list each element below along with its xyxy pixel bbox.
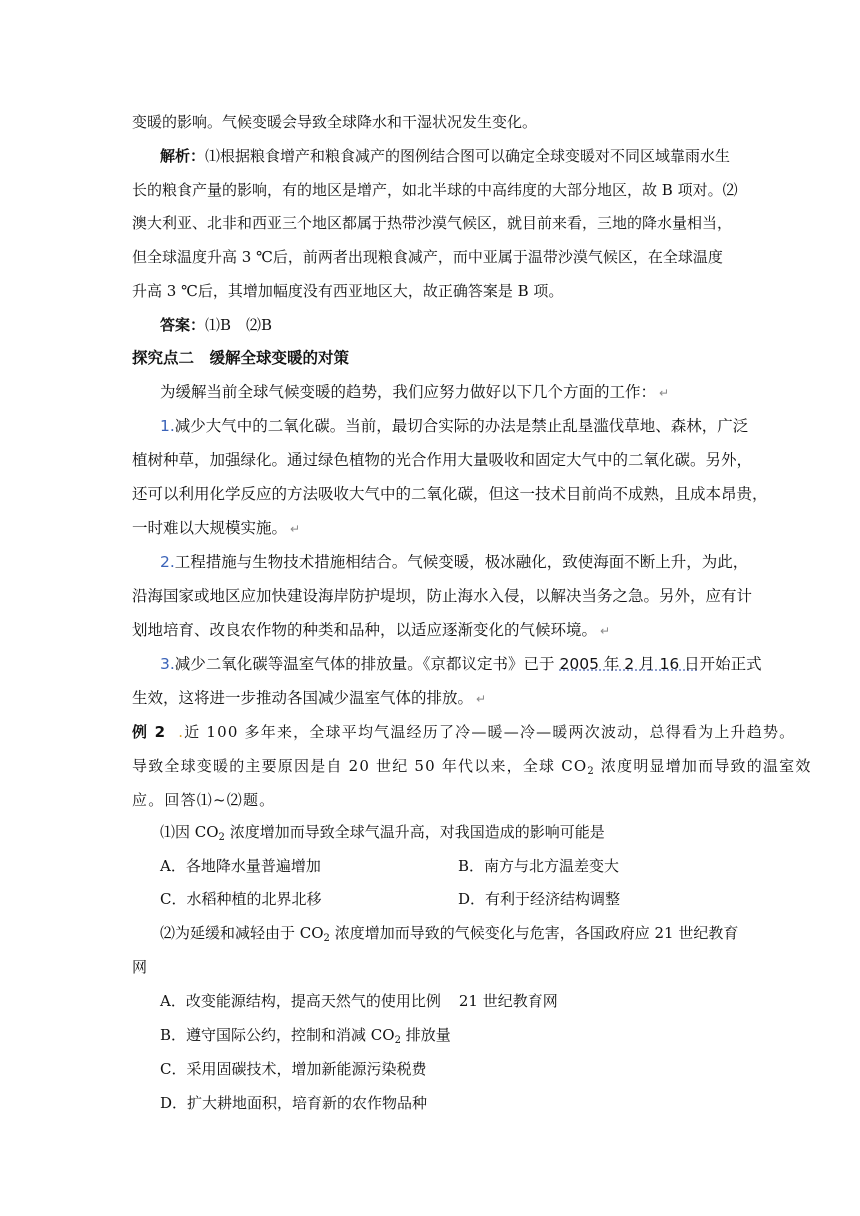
q2-option-b: B．遵守国际公约，控制和消减 $CO_2$ 排放量	[160, 1026, 451, 1046]
item1-line-2: 植树种草，加强绿化。通过绿色植物的光合作用大量吸收和固定大气中的二氧化碳。另外，	[132, 451, 753, 469]
intro-line: 为缓解当前全球气候变暖的趋势，我们应努力做好以下几个方面的工作： ↵	[160, 383, 670, 401]
analysis-line-1: 解析：⑴根据粮食增产和粮食减产的图例结合图可以确定全球变暖对不同区域靠雨水生	[160, 147, 731, 165]
paragraph-mark-icon: ↵	[600, 624, 611, 638]
q2-option-c: C．采用固碳技术，增加新能源污染税费	[160, 1060, 427, 1078]
analysis-line-4: 但全球温度升高 3 ℃后，前两者出现粮食减产，而中亚属于温带沙漠气候区，在全球温度	[132, 248, 723, 266]
analysis-line-5: 升高 3 ℃后，其增加幅度没有西亚地区大，故正确答案是 B 项。	[132, 282, 564, 300]
q1-option-a: A．各地降水量普遍增加	[160, 857, 321, 875]
q1-stem: ⑴因 $CO_2$ 浓度增加而导致全球气温升高，对我国造成的影响可能是	[160, 823, 605, 843]
text-anchor-mark: .	[166, 723, 185, 741]
item2-line-3: 划地培育、改良农作物的种类和品种，以适应逐渐变化的气候环境。 ↵	[132, 621, 611, 639]
q1-option-b: B．南方与北方温差变大	[458, 857, 620, 875]
q2-stem-line-1: ⑵为延缓和减轻由于 $CO_2$ 浓度增加而导致的气候变化与危害，各国政府应 21 世纪教育	[160, 924, 739, 944]
kyoto-date: 2005 年 2 月 16 日	[559, 655, 700, 673]
q2-option-a: A．改变能源结构，提高天然气的使用比例 21 世纪教育网	[160, 992, 558, 1010]
item1-number: 1.	[160, 417, 175, 435]
section-heading: 探究点二 缓解全球变暖的对策	[132, 349, 350, 367]
item1-line-4: 一时难以大规模实施。 ↵	[132, 519, 301, 537]
paragraph-mark-icon: ↵	[476, 692, 487, 706]
paragraph-mark-icon: ↵	[659, 386, 670, 400]
item1-line-3: 还可以利用化学反应的方法吸收大气中的二氧化碳，但这一技术目前尚不成熟，且成本昂贵，	[132, 485, 768, 503]
item2-line-2: 沿海国家或地区应加快建设海岸防护堤坝，防止海水入侵，以解决当务之急。另外，应有计	[132, 587, 753, 605]
analysis-line-3: 澳大利亚、北非和西亚三个地区都属于热带沙漠气候区，就目前来看，三地的降水量相当，	[132, 214, 733, 232]
answer-label: 答案：	[160, 316, 206, 334]
example2-line-3: 应。回答⑴~⑵题。	[132, 791, 276, 809]
analysis-line-2: 长的粮食产量的影响，有的地区是增产，如北半球的中高纬度的大部分地区，故 B 项对。⑵	[132, 181, 738, 199]
item2-number: 2.	[160, 553, 175, 571]
q1-option-c: C．水稻种植的北界北移	[160, 890, 322, 908]
example2-line-1: 例 2 .近 100 多年来，全球平均气温经历了冷—暖—冷—暖两次波动，总得看为上升趋势。	[132, 723, 796, 741]
answer-line	[160, 315, 272, 335]
example2-label: 例 2	[132, 723, 167, 741]
watermark-text: 21 世纪教育网	[458, 992, 558, 1010]
item1-line-1: 1.减少大气中的二氧化碳。当前，最切合实际的办法是禁止乱垦滥伐草地、森林，广泛	[160, 417, 749, 435]
q2-option-d: D．扩大耕地面积，培育新的农作物品种	[160, 1094, 428, 1112]
q1-option-d: D．有利于经济结构调整	[458, 890, 621, 908]
item3-number: 3.	[160, 655, 175, 673]
q2-stem-line-2: 网	[132, 958, 148, 976]
answer-value: ⑴B ⑵B	[205, 316, 273, 334]
item3-line-1: 3.减少二氧化碳等温室气体的排放量。《京都议定书》已于 2005 年 2 月 16 日开始正式	[160, 655, 762, 673]
item3-line-2: 生效，这将进一步推动各国减少温室气体的排放。 ↵	[132, 689, 487, 707]
analysis-label: 解析：	[160, 147, 206, 165]
paragraph-continuation: 变暖的影响。气候变暖会导致全球降水和干湿状况发生变化。	[132, 113, 538, 131]
example2-line-2: 导致全球变暖的主要原因是自 20 世纪 50 年代以来，全球 $CO_2$ 浓度明显增加而导致的温室效	[132, 757, 812, 777]
paragraph-mark-icon: ↵	[290, 522, 301, 536]
item2-line-1: 2.工程措施与生物技术措施相结合。气候变暖，极冰融化，致使海面不断上升，为此，	[160, 553, 749, 571]
